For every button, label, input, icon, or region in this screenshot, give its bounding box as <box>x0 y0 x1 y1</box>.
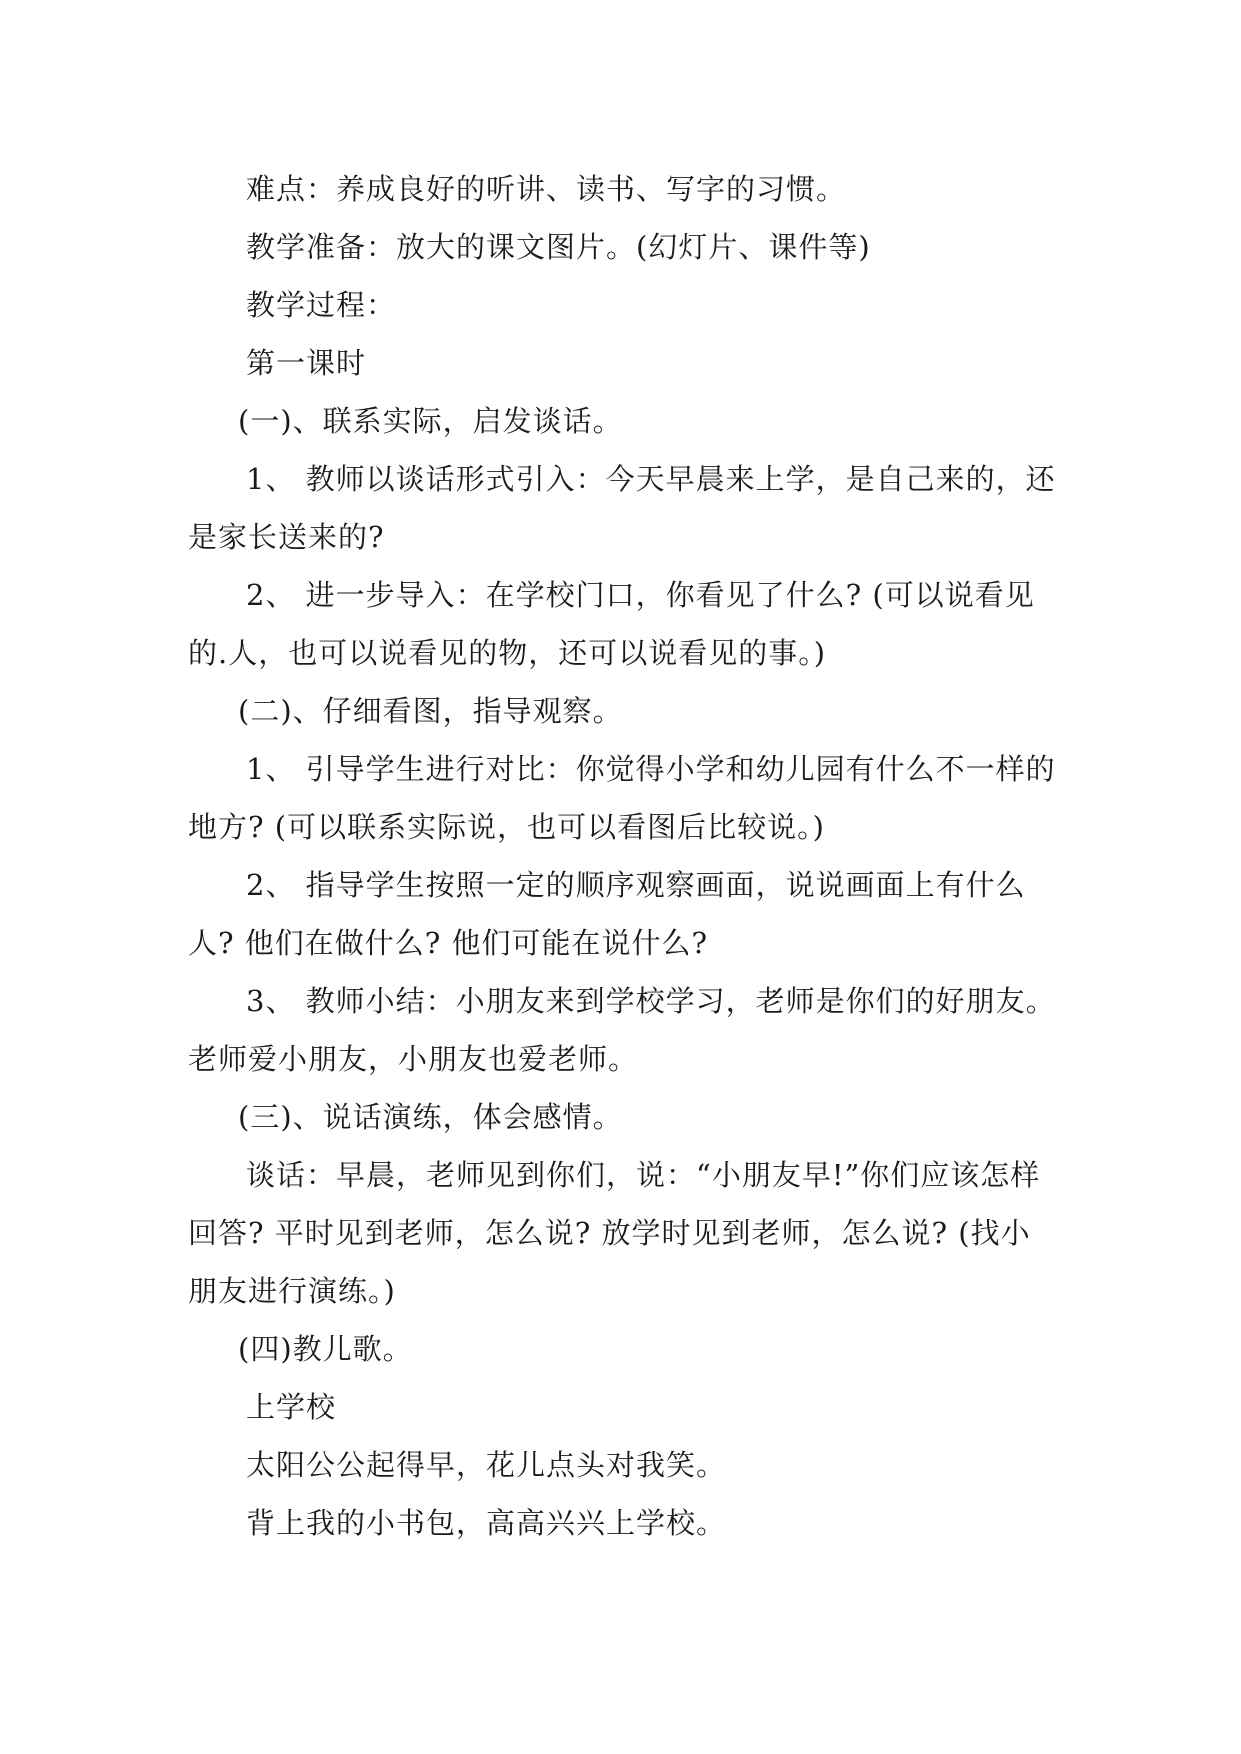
paragraph-lesson-one: 第一课时 <box>246 346 367 380</box>
paragraph-step: 3、 教师小结：小朋友来到学校学习，老师是你们的好朋友。老师爱小朋友，小朋友也爱老师。 <box>188 984 1056 1076</box>
poem-title: 上学校 <box>246 1390 337 1424</box>
paragraph-step: 1、 教师以谈话形式引入：今天早晨来上学，是自己来的，还是家长送来的? <box>188 462 1056 554</box>
paragraph-preparation: 教学准备：放大的课文图片。(幻灯片、课件等) <box>246 230 871 264</box>
poem-line: 太阳公公起得早，花儿点头对我笑。 <box>246 1448 727 1482</box>
document-body <box>188 160 1058 1552</box>
paragraph-process-label: 教学过程： <box>246 288 397 322</box>
paragraph-step: 2、 指导学生按照一定的顺序观察画面，说说画面上有什么人? 他们在做什么? 他们可能在说什么? <box>188 868 1026 960</box>
section-heading-three: (三)、说话演练，体会感情。 <box>238 1100 623 1134</box>
section-heading-two: (二)、仔细看图，指导观察。 <box>238 694 623 728</box>
paragraph-dialogue: 谈话：早晨，老师见到你们，说：“小朋友早!”你们应该怎样回答? 平时见到老师，怎么说? 放学时见到老师，怎么说? (找小朋友进行演练。) <box>188 1158 1041 1308</box>
section-heading-one: (一)、联系实际，启发谈话。 <box>238 404 623 438</box>
paragraph-difficulty: 难点：养成良好的听讲、读书、写字的习惯。 <box>246 172 847 206</box>
section-heading-four: (四)教儿歌。 <box>238 1332 413 1366</box>
poem-line: 背上我的小书包，高高兴兴上学校。 <box>246 1506 727 1540</box>
paragraph-step: 1、 引导学生进行对比：你觉得小学和幼儿园有什么不一样的地方? (可以联系实际说，也可以看图后比较说。) <box>188 752 1056 844</box>
paragraph-step: 2、 进一步导入：在学校门口，你看见了什么? (可以说看见的.人，也可以说看见的物，还可以说看见的事。) <box>188 578 1035 670</box>
